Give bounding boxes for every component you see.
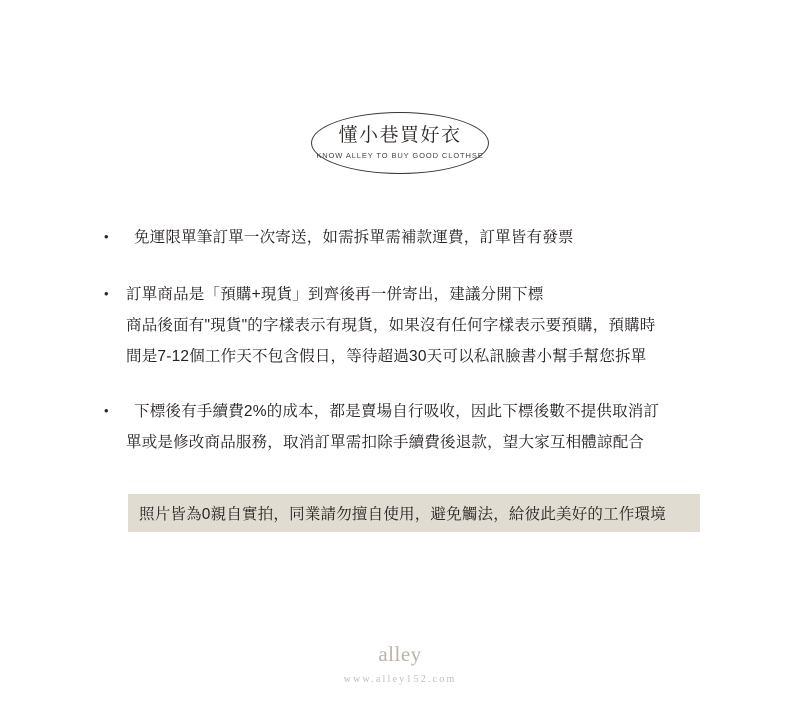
list-item-line: 單或是修改商品服務，取消訂單需扣除手續費後退款，望大家互相體諒配合	[126, 434, 645, 451]
list-item	[104, 279, 724, 372]
list-item	[104, 222, 724, 253]
list-item-line: 間是7-12個工作天不包含假日，等待超過30天可以私訊臉書小幫手幫您拆單	[126, 348, 647, 365]
logo-english-text: KNOW ALLEY TO BUY GOOD CLOTHSE	[316, 150, 484, 160]
logo-badge	[311, 112, 489, 174]
list-item-line: 免運限單筆訂單一次寄送，如需拆單需補款運費，訂單皆有發票	[134, 229, 574, 246]
bullet-icon: •	[104, 229, 109, 244]
logo-chinese-text: 懂小巷買好衣	[338, 125, 462, 147]
list-item-text	[126, 279, 724, 372]
list-item-text	[126, 396, 724, 458]
list-item-line: 商品後面有"現貨"的字樣表示有現貨，如果沒有任何字樣表示要預購，預購時	[126, 317, 656, 334]
list-item	[104, 396, 724, 458]
footer-url: www.alley152.com	[343, 674, 457, 685]
highlight-notice-text: 照片皆為0親自實拍，同業請勿擅自使用，避免觸法，給彼此美好的工作環境	[139, 506, 666, 523]
list-item-text	[126, 222, 724, 253]
brand-logo	[0, 112, 800, 174]
bullet-icon: •	[104, 286, 109, 301]
list-item-line: 下標後有手續費2%的成本，都是賣場自行吸收，因此下標後數不提供取消訂	[134, 403, 660, 420]
highlight-notice	[128, 494, 700, 532]
notice-list	[104, 222, 724, 484]
page-footer	[0, 644, 800, 685]
footer-brand: alley	[378, 642, 422, 666]
bullet-icon: •	[104, 403, 109, 418]
list-item-line: 訂單商品是「預購+現貨」到齊後再一併寄出，建議分開下標	[126, 286, 544, 303]
